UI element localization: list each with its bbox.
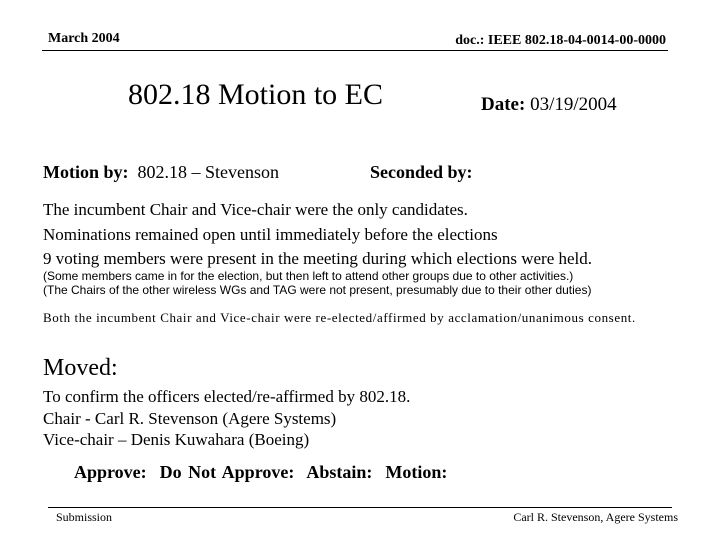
header-doc-id: doc.: IEEE 802.18-04-0014-00-0000 bbox=[455, 33, 666, 48]
moved-line: To confirm the officers elected/re-affirmed by 802.18. bbox=[43, 387, 411, 406]
body-line: The incumbent Chair and Vice-chair were the only candidates. bbox=[43, 200, 468, 219]
moved-heading: Moved: bbox=[43, 355, 118, 381]
header-date: March 2004 bbox=[48, 31, 120, 46]
date-label: Date: bbox=[481, 94, 526, 115]
motion-by bbox=[43, 162, 279, 183]
footer-author: Carl R. Stevenson, Agere Systems bbox=[513, 510, 678, 524]
motion-by-label: Motion by: bbox=[43, 162, 129, 182]
moved-line: Chair - Carl R. Stevenson (Agere Systems) bbox=[43, 409, 337, 428]
body-line: 9 voting members were present in the meeting during which elections were held. bbox=[43, 249, 593, 268]
result-paragraph: Both the incumbent Chair and Vice-chair were re-elected/affirmed by acclamation/unanimous consent. bbox=[43, 310, 636, 325]
date-value: 03/19/2004 bbox=[525, 94, 617, 115]
slide-date bbox=[481, 94, 617, 116]
motion-by-value: 802.18 – Stevenson bbox=[128, 162, 279, 182]
note-line: (Some members came in for the election, but then left to attend other groups due to other activities.) bbox=[43, 269, 574, 283]
moved-line: Vice-chair – Denis Kuwahara (Boeing) bbox=[43, 430, 310, 449]
vote-line: Approve: Do Not Approve: Abstain: Motion: bbox=[74, 462, 448, 482]
slide-title: 802.18 Motion to EC bbox=[128, 78, 384, 111]
body-line: Nominations remained open until immediately before the elections bbox=[43, 225, 498, 244]
footer-rule bbox=[48, 507, 672, 508]
note-line: (The Chairs of the other wireless WGs and TAG were not present, presumably due to their other duties) bbox=[43, 283, 592, 297]
header-rule bbox=[42, 50, 668, 51]
footer-submission: Submission bbox=[56, 510, 113, 524]
seconded-by-label: Seconded by: bbox=[370, 162, 473, 182]
